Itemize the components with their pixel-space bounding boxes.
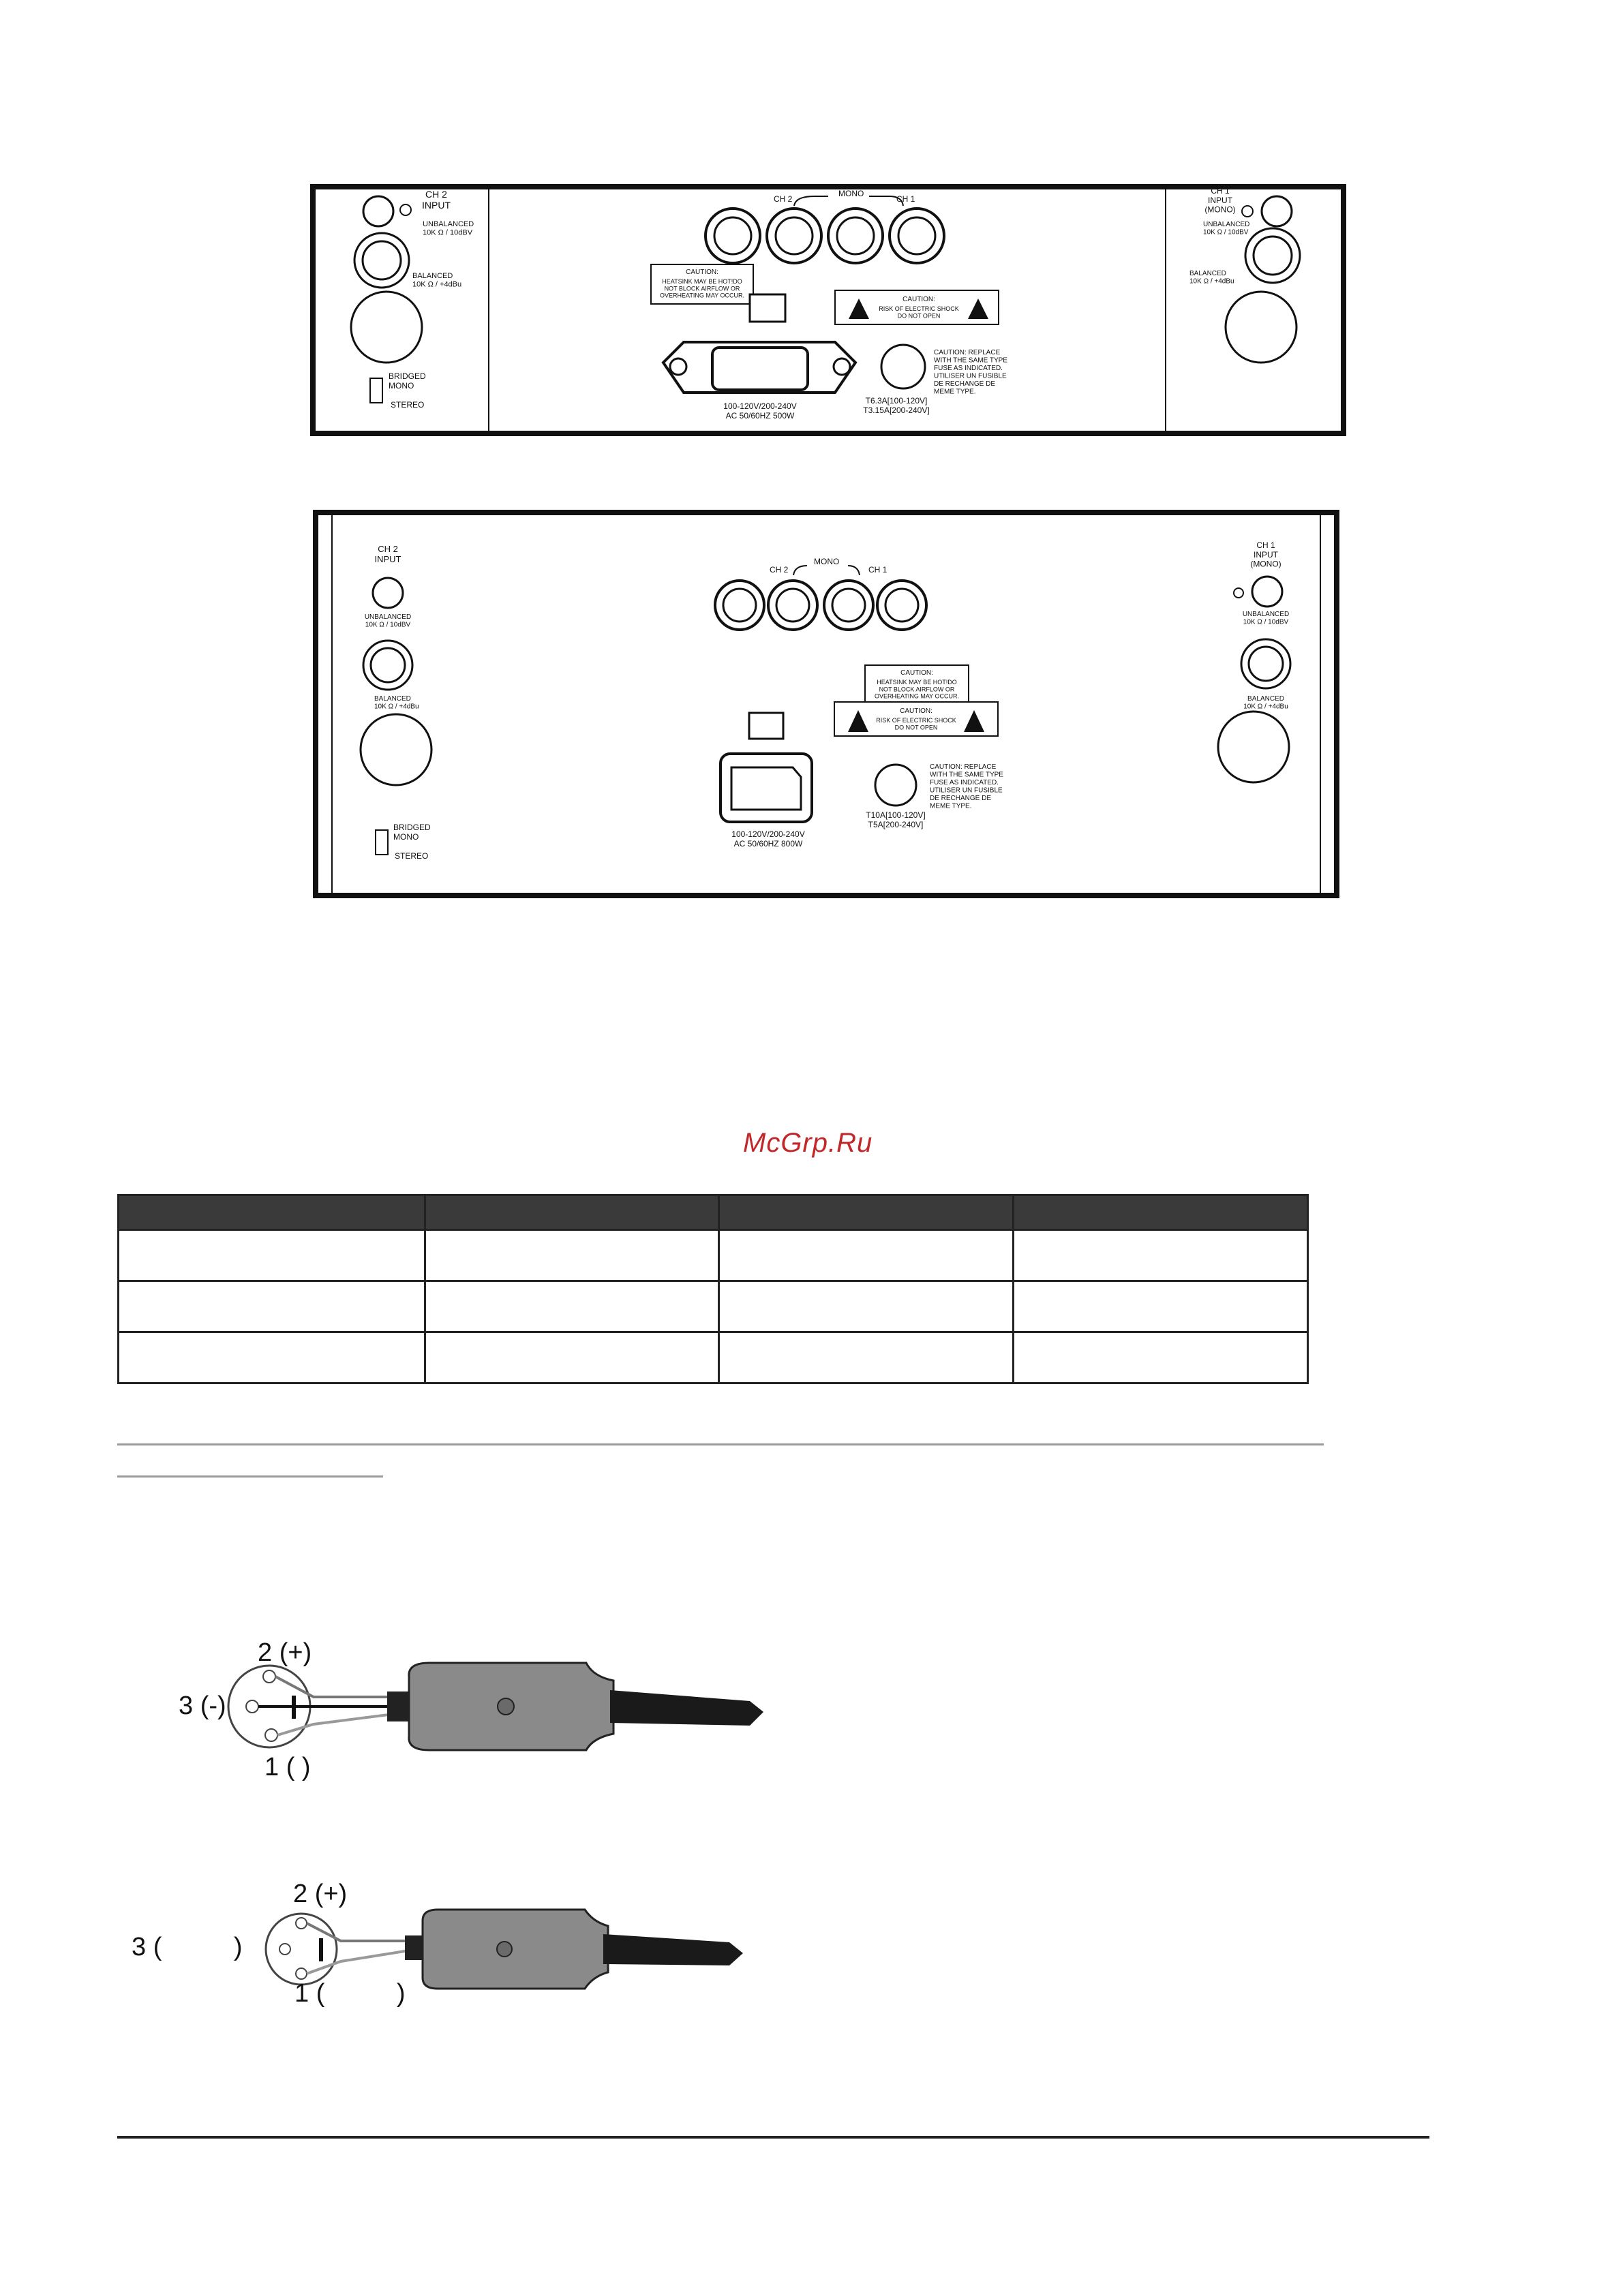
bridged-stereo-switch	[376, 830, 388, 855]
ch1-unbalanced-jack	[1262, 196, 1292, 226]
stereo-label: STEREO	[395, 851, 429, 861]
table-row	[119, 1332, 1308, 1383]
divider-rule-short	[117, 1475, 383, 1478]
divider-rule	[117, 1443, 1324, 1445]
ch1-indicator-led	[1242, 206, 1253, 217]
svg-text:CAUTION:: CAUTION:	[902, 296, 935, 303]
cable	[603, 1934, 743, 1965]
ch1-input-label: CH 1 INPUT (MONO)	[1204, 186, 1236, 215]
table-cell	[425, 1281, 719, 1332]
svg-text:CAUTION:: CAUTION:	[686, 269, 718, 276]
balanced-right-label: BALANCED 10K Ω / +4dBu	[1189, 270, 1234, 286]
ch2-indicator-led	[400, 204, 411, 215]
ch2-output-label: CH 2	[770, 565, 789, 575]
unbalanced-right-label: UNBALANCED 10K Ω / 10dBV	[1203, 221, 1250, 236]
bridged-mono-label: BRIDGED MONO	[389, 371, 426, 391]
table-cell	[1014, 1281, 1308, 1332]
table-cell	[719, 1332, 1014, 1383]
bridged-stereo-switch	[370, 378, 382, 403]
pin1-label: 1 ( )	[264, 1753, 311, 1781]
table-cell	[719, 1281, 1014, 1332]
ch2-xlr-input	[351, 292, 422, 363]
ch2-input-label: CH 2 INPUT	[422, 189, 451, 211]
mono-label: MONO	[814, 557, 840, 566]
fuse-caution: CAUTION: REPLACE WITH THE SAME TYPE FUSE AS INDICATED. UTILISER UN FUSIBLE DE RECHANGE DE MEME TYPE.	[930, 763, 1003, 810]
unbalanced-left-label: UNBALANCED 10K Ω / 10dBV	[364, 613, 412, 629]
table-cell	[1014, 1332, 1308, 1383]
watermark: McGrp.Ru	[743, 1128, 873, 1158]
rear-panel-2	[313, 510, 1339, 898]
balanced-left-label: BALANCED 10K Ω / +4dBu	[412, 272, 462, 289]
fuse-rating: T10A[100-120V] T5A[200-240V]	[866, 810, 926, 829]
unbalanced-left-label: UNBALANCED 10K Ω / 10dBV	[423, 220, 474, 237]
fuse-holder	[881, 345, 925, 388]
balanced-left-label: BALANCED 10K Ω / +4dBu	[374, 695, 419, 711]
pin3-label: 3 (-)	[179, 1692, 226, 1720]
ch2-unbalanced-jack	[373, 578, 403, 608]
spec-table	[117, 1194, 1309, 1384]
ch2-output-label: CH 2	[774, 194, 793, 204]
fuse-caution: CAUTION: REPLACE WITH THE SAME TYPE FUSE AS INDICATED. UTILISER UN FUSIBLE DE RECHANGE DE MEME TYPE.	[934, 349, 1007, 396]
cable	[610, 1690, 763, 1726]
table-cell	[425, 1332, 719, 1383]
fuse-rating: T6.3A[100-120V] T3.15A[200-240V]	[863, 396, 930, 415]
table-header-row	[119, 1195, 1308, 1230]
heatsink-caution-text: HEATSINK MAY BE HOT!DO NOT BLOCK AIRFLOW OR OVERHEATING MAY OCCUR.	[659, 278, 745, 299]
power-rating: 100-120V/200-240V AC 50/60HZ 800W	[731, 829, 805, 848]
svg-text:CAUTION:: CAUTION:	[900, 669, 933, 677]
pin2-label: 2 (+)	[293, 1880, 348, 1908]
ch1-xlr-input	[1218, 711, 1289, 782]
table-cell	[1014, 1230, 1308, 1281]
table-cell	[119, 1230, 425, 1281]
ch1-output-label: CH 1	[896, 194, 915, 204]
ch1-indicator-led	[1234, 588, 1243, 598]
fuse-holder	[875, 765, 916, 806]
balanced-right-label: BALANCED 10K Ω / +4dBu	[1243, 695, 1288, 711]
pin2-label: 2 (+)	[258, 1638, 312, 1667]
bridged-mono-label: BRIDGED MONO	[393, 823, 431, 842]
ch1-output-label: CH 1	[868, 565, 888, 575]
power-switch	[749, 713, 783, 739]
ch1-xlr-input	[1226, 292, 1296, 363]
pin3-label: 3 ( )	[132, 1933, 243, 1961]
rear-panel-1	[310, 184, 1346, 436]
svg-text:CAUTION:: CAUTION:	[900, 707, 932, 715]
shock-caution-text: RISK OF ELECTRIC SHOCK DO NOT OPEN	[876, 717, 956, 731]
power-switch	[750, 294, 785, 322]
shock-caution-text: RISK OF ELECTRIC SHOCK DO NOT OPEN	[879, 305, 959, 320]
table-cell	[425, 1230, 719, 1281]
table-row	[119, 1281, 1308, 1332]
table-cell	[119, 1281, 425, 1332]
stereo-label: STEREO	[391, 400, 425, 410]
power-rating: 100-120V/200-240V AC 50/60HZ 500W	[723, 401, 797, 420]
ch2-input-label: CH 2 INPUT	[374, 544, 401, 564]
footer-rule	[117, 2136, 1429, 2139]
ch2-xlr-input	[361, 714, 431, 785]
table-cell	[719, 1230, 1014, 1281]
table-row	[119, 1230, 1308, 1281]
ch1-input-label: CH 1 INPUT (MONO)	[1250, 540, 1281, 569]
mono-label: MONO	[838, 189, 864, 198]
heatsink-caution-text: HEATSINK MAY BE HOT!DO NOT BLOCK AIRFLOW OR OVERHEATING MAY OCCUR.	[874, 679, 960, 700]
ch1-unbalanced-jack	[1252, 577, 1282, 607]
pin1-label: 1 ( )	[294, 1979, 406, 2008]
xlr-plug-body	[423, 1910, 608, 1989]
ch2-unbalanced-jack	[363, 196, 393, 226]
table-cell	[119, 1332, 425, 1383]
unbalanced-right-label: UNBALANCED 10K Ω / 10dBV	[1242, 611, 1290, 626]
